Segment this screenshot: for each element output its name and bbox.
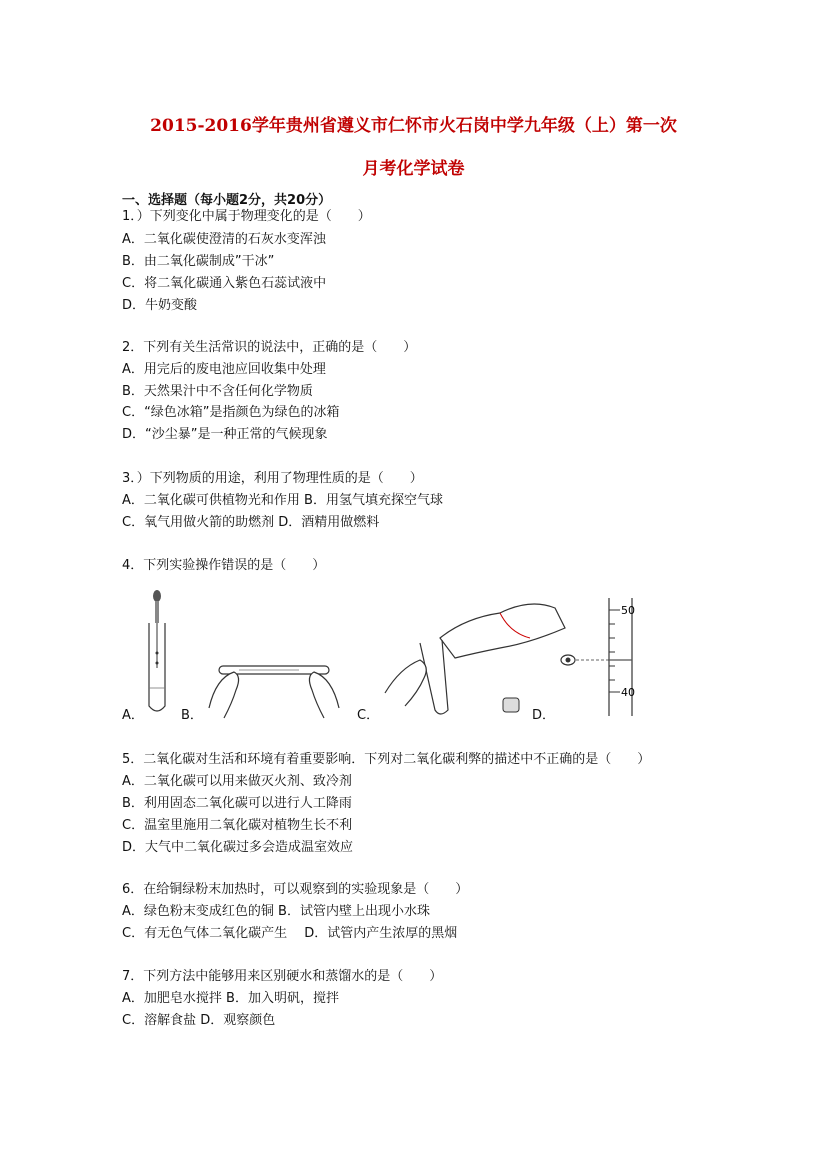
figure-label-d: D． [532, 708, 556, 723]
question-5-stem: 5．二氧化碳对生活和环境有着重要影响．下列对二氧化碳利弊的描述中不正确的是（ ） [122, 752, 651, 767]
question-7-options-cd: C．溶解食盐 D．观察颜色 [122, 1013, 276, 1028]
question-5-option-b: B．利用固态二氧化碳可以进行人工降雨 [122, 796, 352, 811]
figure-label-a: A． [122, 708, 144, 723]
question-5-option-d: D．大气中二氧化碳过多会造成温室效应 [122, 840, 354, 855]
dropper-in-tube-figure [142, 588, 172, 718]
question-2-stem: 2．下列有关生活常识的说法中，正确的是（ ） [122, 340, 417, 355]
question-7-options-ab: A．加肥皂水搅拌 B．加入明矾，搅拌 [122, 991, 339, 1006]
question-6-options-ab: A．绿色粉末变成红色的铜 B．试管内壁上出现小水珠 [122, 904, 430, 919]
question-3-options-ab: A．二氧化碳可供植物光和作用 B．用氢气填充探空气球 [122, 493, 443, 508]
question-6-stem: 6．在给铜绿粉末加热时，可以观察到的实验现象是（ ） [122, 882, 469, 897]
question-1-option-c: C．将二氧化碳通入紫色石蕊试液中 [122, 276, 327, 291]
exam-title-line1: 2015-2016学年贵州省遵义市仁怀市火石岗中学九年级（上）第一次 [150, 116, 677, 136]
question-1-option-a: A．二氧化碳使澄清的石灰水变浑浊 [122, 232, 326, 247]
scale-label-40: 40 [621, 686, 635, 699]
question-1-option-b: B．由二氧化碳制成”干冰” [122, 254, 275, 269]
cylinder-reading-figure [554, 588, 644, 718]
figure-label-b: B． [181, 708, 203, 723]
question-3-options-cd: C．氧气用做火箭的助燃剂 D．酒精用做燃料 [122, 515, 380, 530]
question-4-stem: 4．下列实验操作错误的是（ ） [122, 558, 326, 573]
question-4-figures [122, 588, 722, 723]
scale-label-50: 50 [621, 604, 635, 617]
question-2-option-b: B．天然果汁中不含任何化学物质 [122, 384, 313, 399]
question-2-option-c: C．“绿色冰箱”是指颜色为绿色的冰箱 [122, 405, 340, 420]
question-7-stem: 7．下列方法中能够用来区别硬水和蒸馏水的是（ ） [122, 969, 443, 984]
section-heading: 一、选择题（每小题2分，共20分） [122, 193, 332, 208]
exam-title-line2: 月考化学试卷 [362, 159, 465, 179]
hands-tube-figure [204, 648, 344, 723]
pouring-liquid-figure [380, 588, 570, 718]
question-1-option-d: D．牛奶变酸 [122, 298, 198, 313]
question-5-option-c: C．温室里施用二氧化碳对植物生长不利 [122, 818, 353, 833]
question-6-options-cd: C．有无色气体二氧化碳产生 D．试管内产生浓厚的黑烟 [122, 926, 458, 941]
question-5-option-a: A．二氧化碳可以用来做灭火剂、致冷剂 [122, 774, 352, 789]
question-2-option-a: A．用完后的废电池应回收集中处理 [122, 362, 326, 377]
question-2-option-d: D．“沙尘暴”是一种正常的气候现象 [122, 427, 328, 442]
question-3-stem: 3．）下列物质的用途，利用了物理性质的是（ ） [122, 471, 423, 486]
question-1-stem: 1．）下列变化中属于物理变化的是（ ） [122, 209, 371, 224]
figure-label-c: C． [357, 708, 380, 723]
